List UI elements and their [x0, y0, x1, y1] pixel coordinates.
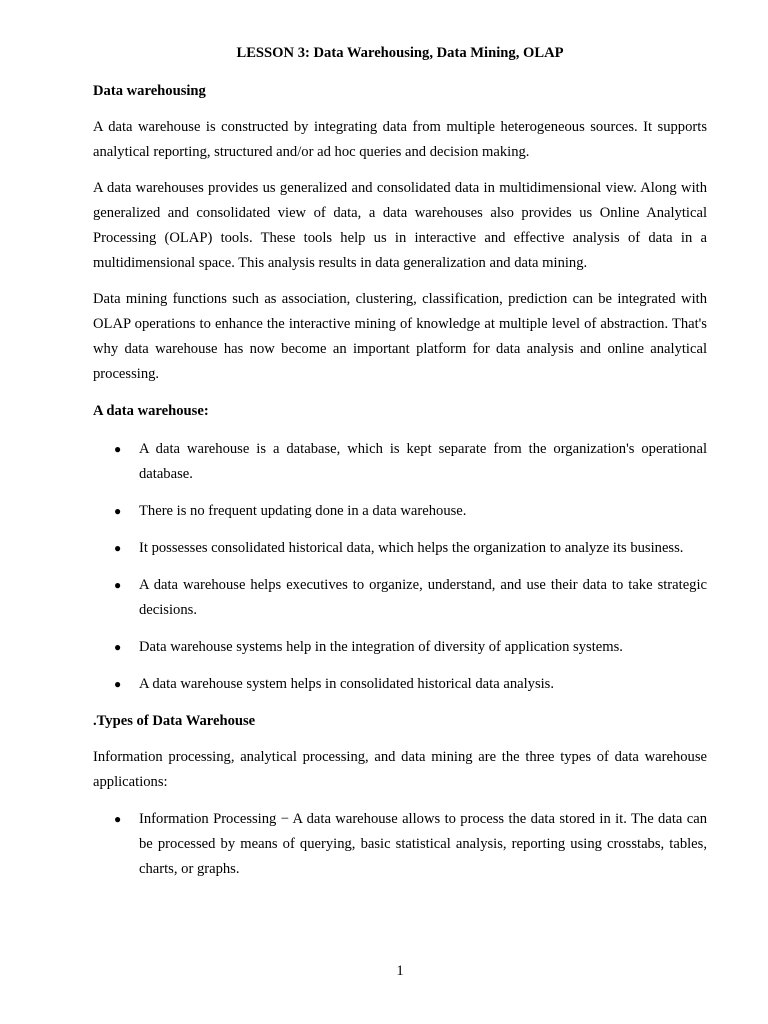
paragraph-olap: A data warehouses provides us generalized and consolidated data in multidimensional view. Along with generalized and consolidated view of data, a data warehouses also provides us Online Analytical Processing (OLAP) tools. These tools help us in interactive and effective analysis of data in a multidimensional space. This analysis results in data generalization and data mining.	[93, 180, 707, 271]
bullet-icon: ●	[114, 677, 122, 691]
list-item	[93, 573, 707, 623]
bullet-icon: ●	[114, 504, 122, 518]
section-heading-types-of-data-warehouse: .Types of Data Warehouse	[93, 713, 256, 729]
list-item	[93, 807, 707, 882]
paragraph-data-mining: Data mining functions such as association, clustering, classification, prediction can be integrated with OLAP operations to enhance the interactive mining of knowledge at multiple level of abstraction. That's why data warehouse has now become an important platform for data analysis and online analytical processing.	[93, 291, 707, 382]
section-heading-data-warehousing: Data warehousing	[93, 83, 206, 99]
list-item	[93, 499, 707, 524]
page-number: 1	[396, 963, 404, 979]
list-item-text: Information Processing − A data warehouse allows to process the data stored in it. The data can be processed by means of querying, basic statistical analysis, reporting using crosstabs, tables, charts, or graphs.	[139, 811, 707, 877]
list-item-text: There is no frequent updating done in a data warehouse.	[139, 503, 467, 519]
paragraph-intro: A data warehouse is constructed by integrating data from multiple heterogeneous sources. It supports analytical reporting, structured and/or ad hoc queries and decision making.	[93, 119, 707, 160]
list-item-text: A data warehouse system helps in consolidated historical data analysis.	[139, 676, 555, 692]
list-item-text: A data warehouse is a database, which is kept separate from the organization's operational database.	[139, 441, 707, 482]
section-heading-a-data-warehouse: A data warehouse:	[93, 403, 209, 419]
bullet-icon: ●	[114, 442, 122, 456]
list-item	[93, 672, 707, 697]
list-item-text: A data warehouse helps executives to organize, understand, and use their data to take strategic decisions.	[139, 577, 707, 618]
list-item	[93, 635, 707, 660]
document-page	[93, 40, 707, 979]
bullet-icon: ●	[114, 812, 122, 826]
list-item-text: Data warehouse systems help in the integration of diversity of application systems.	[139, 639, 623, 655]
bullet-icon: ●	[114, 578, 122, 592]
bullet-icon: ●	[114, 640, 122, 654]
page-title: LESSON 3: Data Warehousing, Data Mining, OLAP	[236, 45, 564, 61]
bullet-list-types	[93, 807, 707, 882]
bullet-list-characteristics	[93, 437, 707, 697]
list-item-text: It possesses consolidated historical data, which helps the organization to analyze its business.	[139, 540, 684, 556]
paragraph-types-intro: Information processing, analytical processing, and data mining are the three types of data warehouse applications:	[93, 749, 707, 790]
bullet-icon: ●	[114, 541, 122, 555]
list-item	[93, 536, 707, 561]
list-item	[93, 437, 707, 487]
